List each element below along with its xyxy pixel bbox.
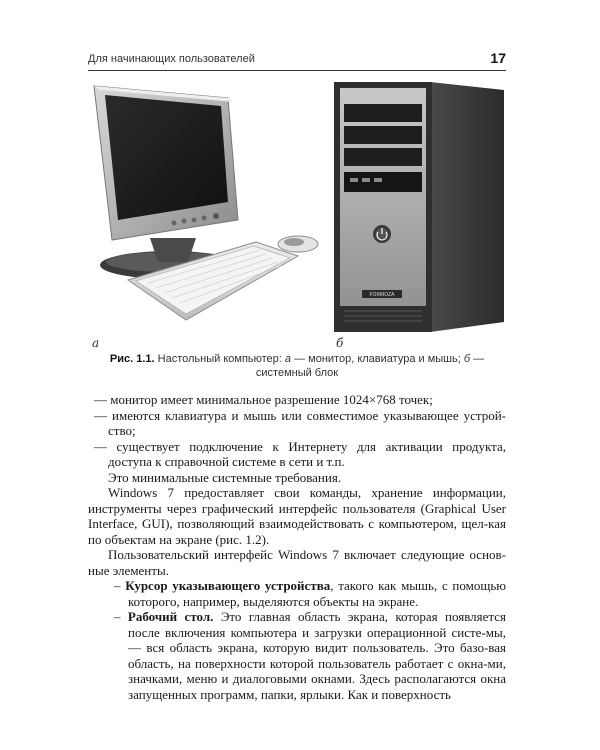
paragraph: Пользовательский интерфейс Windows 7 включает следующие основ-ные элементы. [88, 547, 506, 578]
page-number: 17 [490, 50, 506, 66]
item-term: Рабочий стол. [127, 609, 214, 624]
requirement-item: — монитор имеет минимальное разрешение 1024×768 точек; [94, 392, 433, 407]
system-unit-photo [330, 80, 508, 334]
paragraph: Windows 7 предоставляет свои команды, хранение информации, инструменты через графический интерфейс пользователя (Graphical User Interface, GUI), позволяющий взаимодействовать с компьютером, щел-кая по объектам на экране (рис. 1.2). [88, 485, 506, 547]
caption-label: Рис. 1.1. [109, 353, 155, 365]
tower-brand-logo: FORMOZA [369, 292, 395, 298]
paragraph: Это минимальные системные требования. [108, 469, 342, 485]
running-head [88, 52, 506, 71]
requirement-item: — имеются клавиатура и мышь или совместимое указывающее устрой-ство; [94, 407, 506, 438]
caption-text: — монитор, клавиатура и мышь; [291, 353, 464, 365]
item-text: Это главная область экрана, которая появляется после включения компьютера и загрузки операционной систе-мы, — вся область экрана, которую видит пользователь. Это базо-вая область, на поверхности которой пользователь работает с окна-ми, значками, меню и диалоговыми окнами. Здесь располагаются окна запущенных программ, папки, ярлыки. Как и поверхность [128, 609, 506, 702]
body-text [88, 392, 506, 702]
caption-text: — системный блок [255, 353, 485, 379]
panel-label-b: б [336, 336, 344, 350]
item-term: Курсор указывающего устройства [125, 578, 331, 593]
item-text: , такого как мышь, с помощью которого, например, выделяются объекты на экране. [128, 578, 507, 609]
caption-part-a: а [284, 353, 292, 365]
requirement-item: — существует подключение к Интернету для активации продукта, доступа к справочной системе в сети и т.п. [94, 438, 506, 469]
item-dash: – [114, 609, 128, 624]
panel-label-a: а [92, 336, 100, 350]
caption-text: Настольный компьютер: [154, 353, 285, 365]
figure-caption [88, 352, 506, 380]
ui-element-item [88, 578, 506, 609]
caption-part-b: б [463, 353, 471, 365]
running-title: Для начинающих пользователей [88, 53, 255, 65]
monitor-keyboard-mouse-photo [88, 80, 328, 330]
item-dash: – [114, 578, 126, 593]
figure-1-1 [88, 80, 506, 350]
ui-element-item [88, 609, 506, 702]
